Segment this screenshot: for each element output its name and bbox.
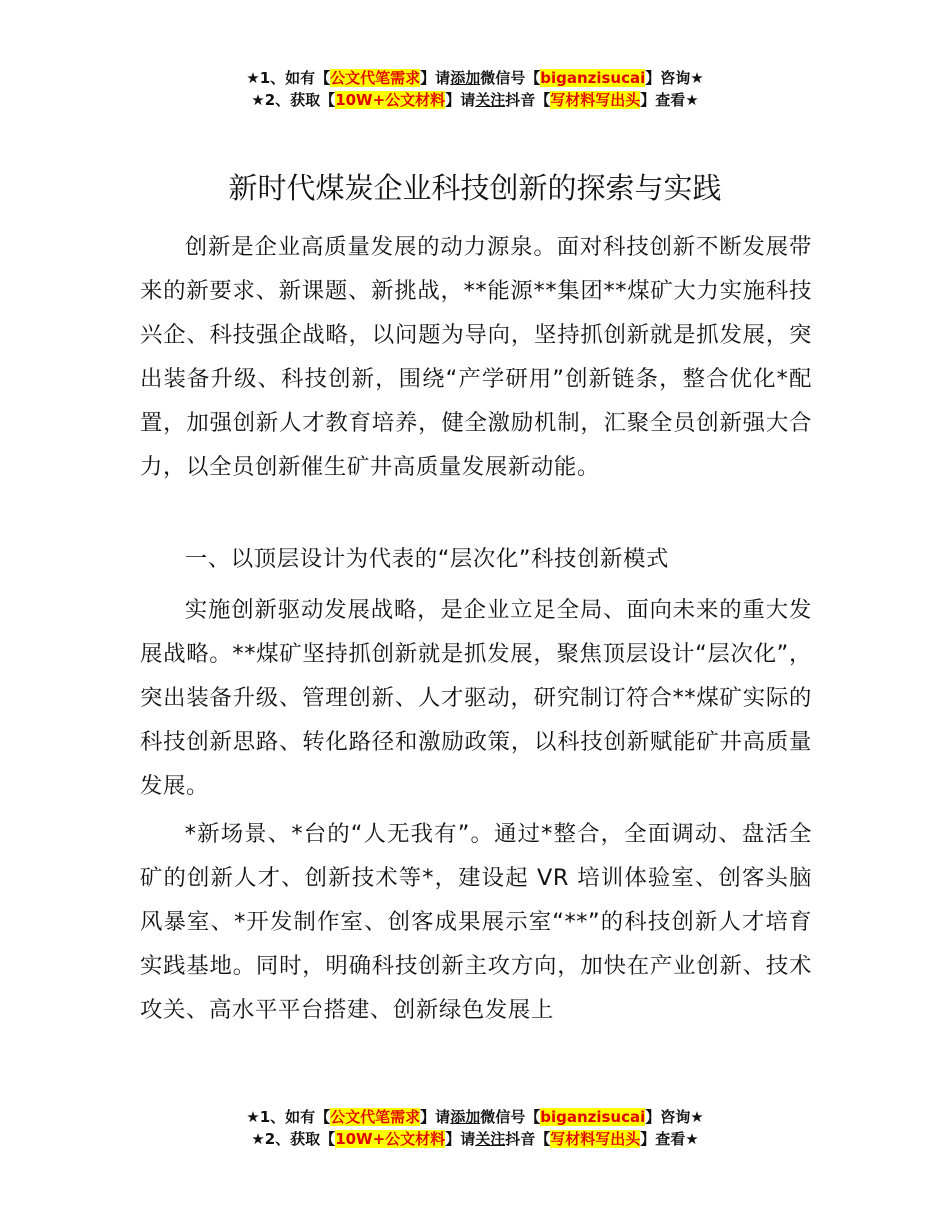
paragraph-strategy [140,588,812,808]
footer-banner [0,1106,950,1150]
banner-text: 】查看★ [640,91,699,109]
highlight-materials: 10W+公文材料 [335,1130,446,1148]
banner-text: 】咨询★ [645,1108,704,1126]
banner-line-1 [0,1106,950,1128]
banner-text: 抖音【 [505,1130,551,1148]
banner-text: 微信号【 [480,1108,541,1126]
highlight-materials: 10W+公文材料 [335,91,446,109]
banner-text: 】请 [445,91,476,109]
banner-text: ★1、如有【 [246,69,331,87]
banner-text: ★2、获取【 [251,91,336,109]
paragraph-text: *新场景、*台的“人无我有”。通过*整合，全面调动、盘活全矿的创新人才、创新技术等*，建设起 VR 培训体验室、创客头脑风暴室、*开发制作室、创客成果展示室“**”的科技创新人才培育实践基地。同时，明确科技创新主攻方向，加快在产业创新、技术攻关、高水平平台搭建、创新绿色发展上 [140,821,812,1023]
highlight-douyin-account: 写材料写出头 [550,1130,641,1148]
banner-line-1 [0,67,950,89]
highlight-wechat-id: biganzisucai [540,69,646,87]
banner-line-2 [0,89,950,111]
banner-text: 】咨询★ [645,69,704,87]
section-heading [140,537,812,581]
paragraph-text: 创新是企业高质量发展的动力源泉。面对科技创新不断发展带来的新要求、新课题、新挑战，**能源**集团**煤矿大力实施科技兴企、科技强企战略，以问题为导向，坚持抓创新就是抓发展，突出装备升级、科技创新，围绕“产学研用”创新链条，整合优化*配置，加强创新人才教育培养，健全激励机制，汇聚全员创新强大合力，以全员创新催生矿井高质量发展新动能。 [140,234,812,480]
paragraph-intro [140,225,812,489]
highlight-douyin-account: 写材料写出头 [550,91,641,109]
banner-text: 】查看★ [640,1130,699,1148]
banner-text: 微信号【 [480,69,541,87]
highlight-service: 公文代笔需求 [330,1108,421,1126]
banner-text: 】请 [420,1108,451,1126]
banner-text: ★2、获取【 [251,1130,336,1148]
banner-underlined-text: 关注 [475,1130,506,1148]
banner-text: ★1、如有【 [246,1108,331,1126]
heading-text: 一、以顶层设计为代表的“层次化”科技创新模式 [184,546,670,572]
document-title: 新时代煤炭企业科技创新的探索与实践 [228,171,722,205]
header-banner [0,67,950,111]
banner-underlined-text: 关注 [475,91,506,109]
paragraph-scenarios [140,812,812,1032]
banner-underlined-text: 添加 [450,1108,481,1126]
paragraph-text: 实施创新驱动发展战略，是企业立足全局、面向未来的重大发展战略。**煤矿坚持抓创新就是抓发展，聚焦顶层设计“层次化”，突出装备升级、管理创新、人才驱动，研究制订符合**煤矿实际的科技创新思路、转化路径和激励政策，以科技创新赋能矿井高质量发展。 [140,597,812,799]
highlight-service: 公文代笔需求 [330,69,421,87]
banner-text: 】请 [445,1130,476,1148]
highlight-wechat-id: biganzisucai [540,1108,646,1126]
banner-text: 抖音【 [505,91,551,109]
banner-underlined-text: 添加 [450,69,481,87]
banner-text: 】请 [420,69,451,87]
banner-line-2 [0,1128,950,1150]
